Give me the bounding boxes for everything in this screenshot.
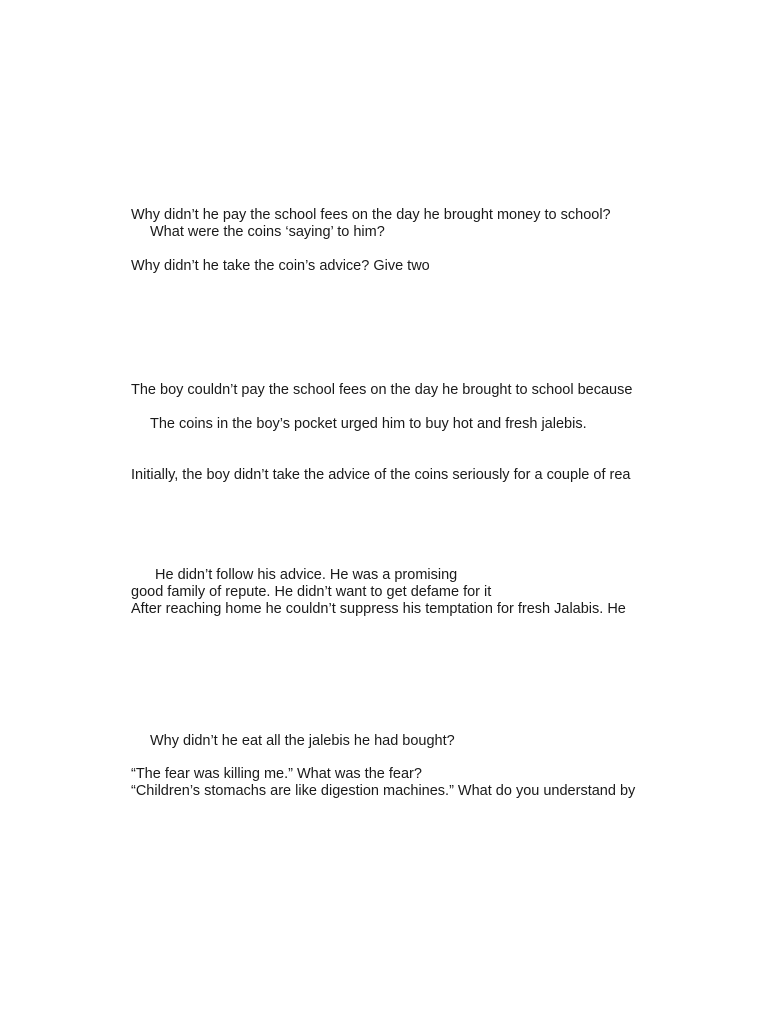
answer-family-repute: good family of repute. He didn’t want to get defame for it xyxy=(131,584,492,600)
answer-coins-advice: Initially, the boy didn’t take the advice of the coins seriously for a couple of rea xyxy=(131,467,631,483)
question-coins-advice: Why didn’t he take the coin’s advice? Give two xyxy=(131,258,430,274)
question-fear: “The fear was killing me.” What was the fear? xyxy=(131,766,422,782)
answer-coins-saying: The coins in the boy’s pocket urged him to buy hot and fresh jalebis. xyxy=(150,416,587,432)
question-jalebis-eaten: Why didn’t he eat all the jalebis he had bought? xyxy=(150,733,455,749)
question-coins-saying: What were the coins ‘saying’ to him? xyxy=(150,224,385,240)
answer-follow-advice: He didn’t follow his advice. He was a promising xyxy=(155,567,458,583)
answer-temptation: After reaching home he couldn’t suppress his temptation for fresh Jalabis. He xyxy=(131,601,626,617)
answer-school-fees: The boy couldn’t pay the school fees on the day he brought to school because xyxy=(131,382,633,398)
question-school-fees: Why didn’t he pay the school fees on the day he brought money to school? xyxy=(131,207,611,223)
question-digestion-machines: “Children’s stomachs are like digestion machines.” What do you understand by xyxy=(131,783,636,799)
